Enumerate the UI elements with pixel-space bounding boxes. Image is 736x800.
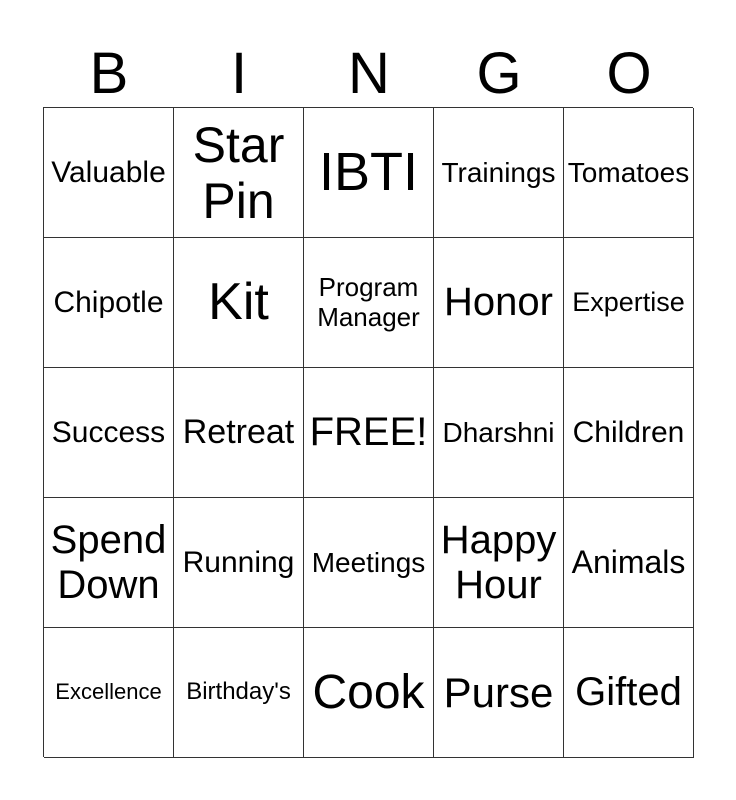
bingo-cell-r4c1[interactable]: Spend Down bbox=[44, 498, 174, 628]
bingo-cell-r2c1[interactable]: Chipotle bbox=[44, 238, 174, 368]
bingo-cell-r4c2[interactable]: Running bbox=[174, 498, 304, 628]
bingo-cell-r4c3[interactable]: Meetings bbox=[304, 498, 434, 628]
header-letter-g: G bbox=[476, 41, 522, 106]
bingo-cell-r4c5[interactable]: Animals bbox=[564, 498, 694, 628]
bingo-cell-r2c4[interactable]: Honor bbox=[434, 238, 564, 368]
header-letter-i: I bbox=[230, 41, 248, 106]
bingo-cell-r2c3[interactable]: Program Manager bbox=[304, 238, 434, 368]
bingo-cell-r3c1[interactable]: Success bbox=[44, 368, 174, 498]
bingo-cell-r1c1[interactable]: Valuable bbox=[44, 108, 174, 238]
bingo-cell-r5c1[interactable]: Excellence bbox=[44, 628, 174, 758]
bingo-cell-r3c4[interactable]: Dharshni bbox=[434, 368, 564, 498]
bingo-cell-r5c4[interactable]: Purse bbox=[434, 628, 564, 758]
bingo-cell-r1c3[interactable]: IBTI bbox=[304, 108, 434, 238]
header-letter-n: N bbox=[348, 41, 390, 106]
bingo-header bbox=[44, 40, 694, 108]
bingo-cell-r4c4[interactable]: Happy Hour bbox=[434, 498, 564, 628]
bingo-cell-r1c5[interactable]: Tomatoes bbox=[564, 108, 694, 238]
header-letter-o: O bbox=[606, 41, 652, 106]
bingo-cell-r3c2[interactable]: Retreat bbox=[174, 368, 304, 498]
bingo-cell-r1c4[interactable]: Trainings bbox=[434, 108, 564, 238]
bingo-cell-r5c3[interactable]: Cook bbox=[304, 628, 434, 758]
bingo-cell-r1c2[interactable]: Star Pin bbox=[174, 108, 304, 238]
header-letter-b: B bbox=[89, 41, 129, 106]
bingo-cell-r5c5[interactable]: Gifted bbox=[564, 628, 694, 758]
bingo-cell-r5c2[interactable]: Birthday's bbox=[174, 628, 304, 758]
bingo-card-grid bbox=[43, 107, 693, 757]
bingo-cell-r2c5[interactable]: Expertise bbox=[564, 238, 694, 368]
bingo-cell-free-space[interactable]: FREE! bbox=[304, 368, 434, 498]
bingo-cell-r2c2[interactable]: Kit bbox=[174, 238, 304, 368]
bingo-cell-r3c5[interactable]: Children bbox=[564, 368, 694, 498]
